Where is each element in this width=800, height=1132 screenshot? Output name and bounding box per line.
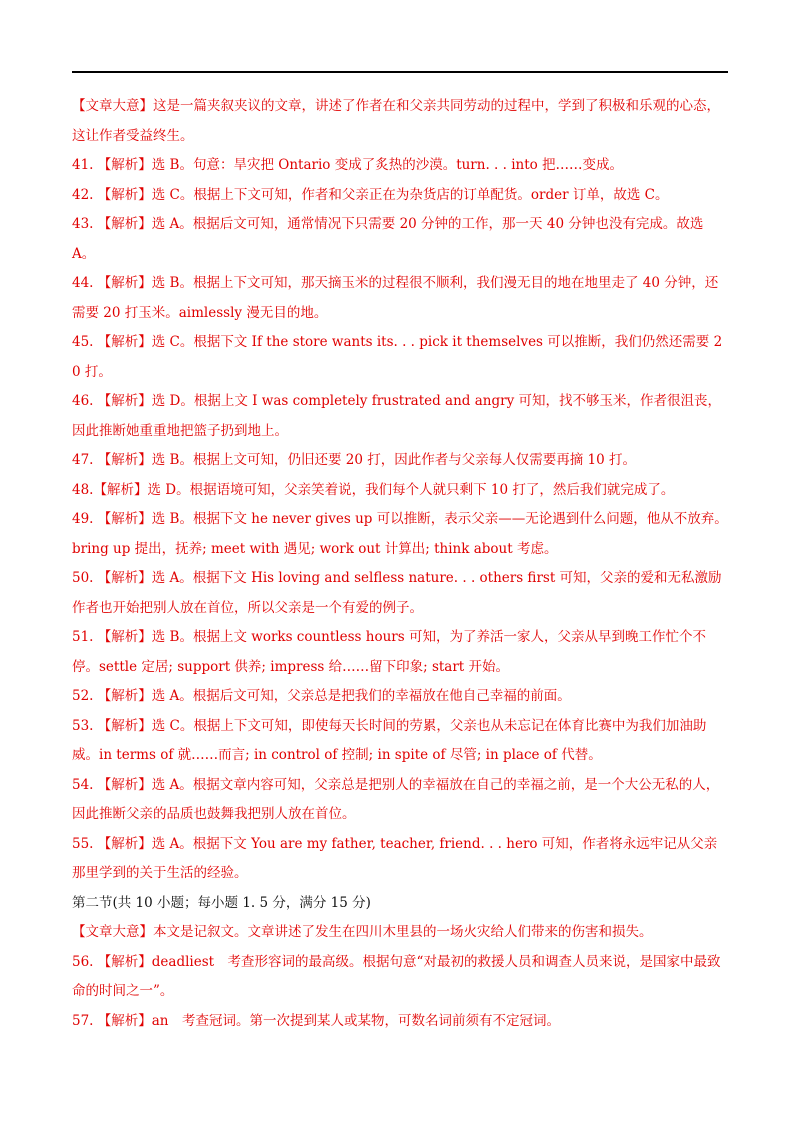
answer-47: 47. 【解析】选 B。根据上文可知，仍旧还要 20 打，因此作者与父亲每人仅需要再摘 10 打。 bbox=[72, 452, 636, 468]
answer-41: 41. 【解析】选 B。句意：旱灾把 Ontario 变成了炙热的沙漠。turn. . . into 把……变成。 bbox=[72, 157, 624, 173]
answer-45: 45. 【解析】选 C。根据下文 If the store wants its. . . pick it themselves 可以推断，我们仍然还需要 20 打。 bbox=[72, 334, 723, 380]
answer-50: 50. 【解析】选 A。根据下文 His loving and selfless nature. . . others first 可知，父亲的爱和无私激励作者也开始把别人放在首位，所以父亲是一个有爱的例子。 bbox=[72, 570, 722, 616]
section-heading: 第二节(共 10 小题；每小题 1. 5 分，满分 15 分) bbox=[72, 894, 371, 911]
summary-paragraph: 【文章大意】这是一篇夹叙夹议的文章，讲述了作者在和父亲共同劳动的过程中，学到了积极和乐观的心态，这让作者受益终生。 bbox=[72, 98, 720, 144]
header-rule bbox=[72, 71, 728, 73]
summary-paragraph-2: 【文章大意】本文是记叙文。文章讲述了发生在四川木里县的一场火灾给人们带来的伤害和损失。 bbox=[72, 924, 653, 940]
answer-42: 42. 【解析】选 C。根据上下文可知，作者和父亲正在为杂货店的订单配货。order 订单，故选 C。 bbox=[72, 186, 669, 203]
answer-51: 51. 【解析】选 B。根据上文 works countless hours 可知，为了养活一家人，父亲从早到晚工作忙个不停。settle 定居; support 供养; impress 给……留下印象; start 开始。 bbox=[72, 629, 706, 675]
answer-54: 54. 【解析】选 A。根据文章内容可知，父亲总是把别人的幸福放在自己的幸福之前，是一个大公无私的人，因此推断父亲的品质也鼓舞我把别人放在首位。 bbox=[72, 776, 720, 822]
answer-55: 55. 【解析】选 A。根据下文 You are my father, teacher, friend. . . hero 可知，作者将永远牢记从父亲那里学到的关于生活的经验。 bbox=[72, 835, 718, 881]
answer-52: 52. 【解析】选 A。根据后文可知，父亲总是把我们的幸福放在他自己幸福的前面。 bbox=[72, 688, 571, 704]
answer-explanations bbox=[72, 92, 728, 1036]
answer-49: 49. 【解析】选 B。根据下文 he never gives up 可以推断，表示父亲——无论遇到什么问题，他从不放弃。bring up 提出，抚养; meet with 遇见; work out 计算出; think about 考虑。 bbox=[72, 511, 728, 557]
answer-57: 57. 【解析】an 考查冠词。第一次提到某人或某物，可数名词前须有不定冠词。 bbox=[72, 1012, 561, 1029]
answer-44: 44. 【解析】选 B。根据上下文可知，那天摘玉米的过程很不顺利，我们漫无目的地在地里走了 40 分钟，还需要 20 打玉米。aimlessly 漫无目的地。 bbox=[72, 275, 719, 321]
answer-56: 56. 【解析】deadliest 考查形容词的最高级。根据句意“对最初的救援人员和调查人员来说，是国家中最致命的时间之一”。 bbox=[72, 953, 721, 999]
answer-43: 43. 【解析】选 A。根据后文可知，通常情况下只需要 20 分钟的工作，那一天 40 分钟也没有完成。故选 A。 bbox=[72, 216, 704, 262]
answer-48: 48.【解析】选 D。根据语境可知，父亲笑着说，我们每个人就只剩下 10 打了，然后我们就完成了。 bbox=[72, 481, 675, 498]
answer-46: 46. 【解析】选 D。根据上文 I was completely frustrated and angry 可知，找不够玉米，作者很沮丧，因此推断她重重地把篮子扔到地上。 bbox=[72, 393, 721, 439]
answer-53: 53. 【解析】选 C。根据上下文可知，即使每天长时间的劳累，父亲也从未忘记在体育比赛中为我们加油助威。in terms of 就……而言; in control of 控制; in spite of 尽管; in place of 代替。 bbox=[72, 717, 707, 763]
